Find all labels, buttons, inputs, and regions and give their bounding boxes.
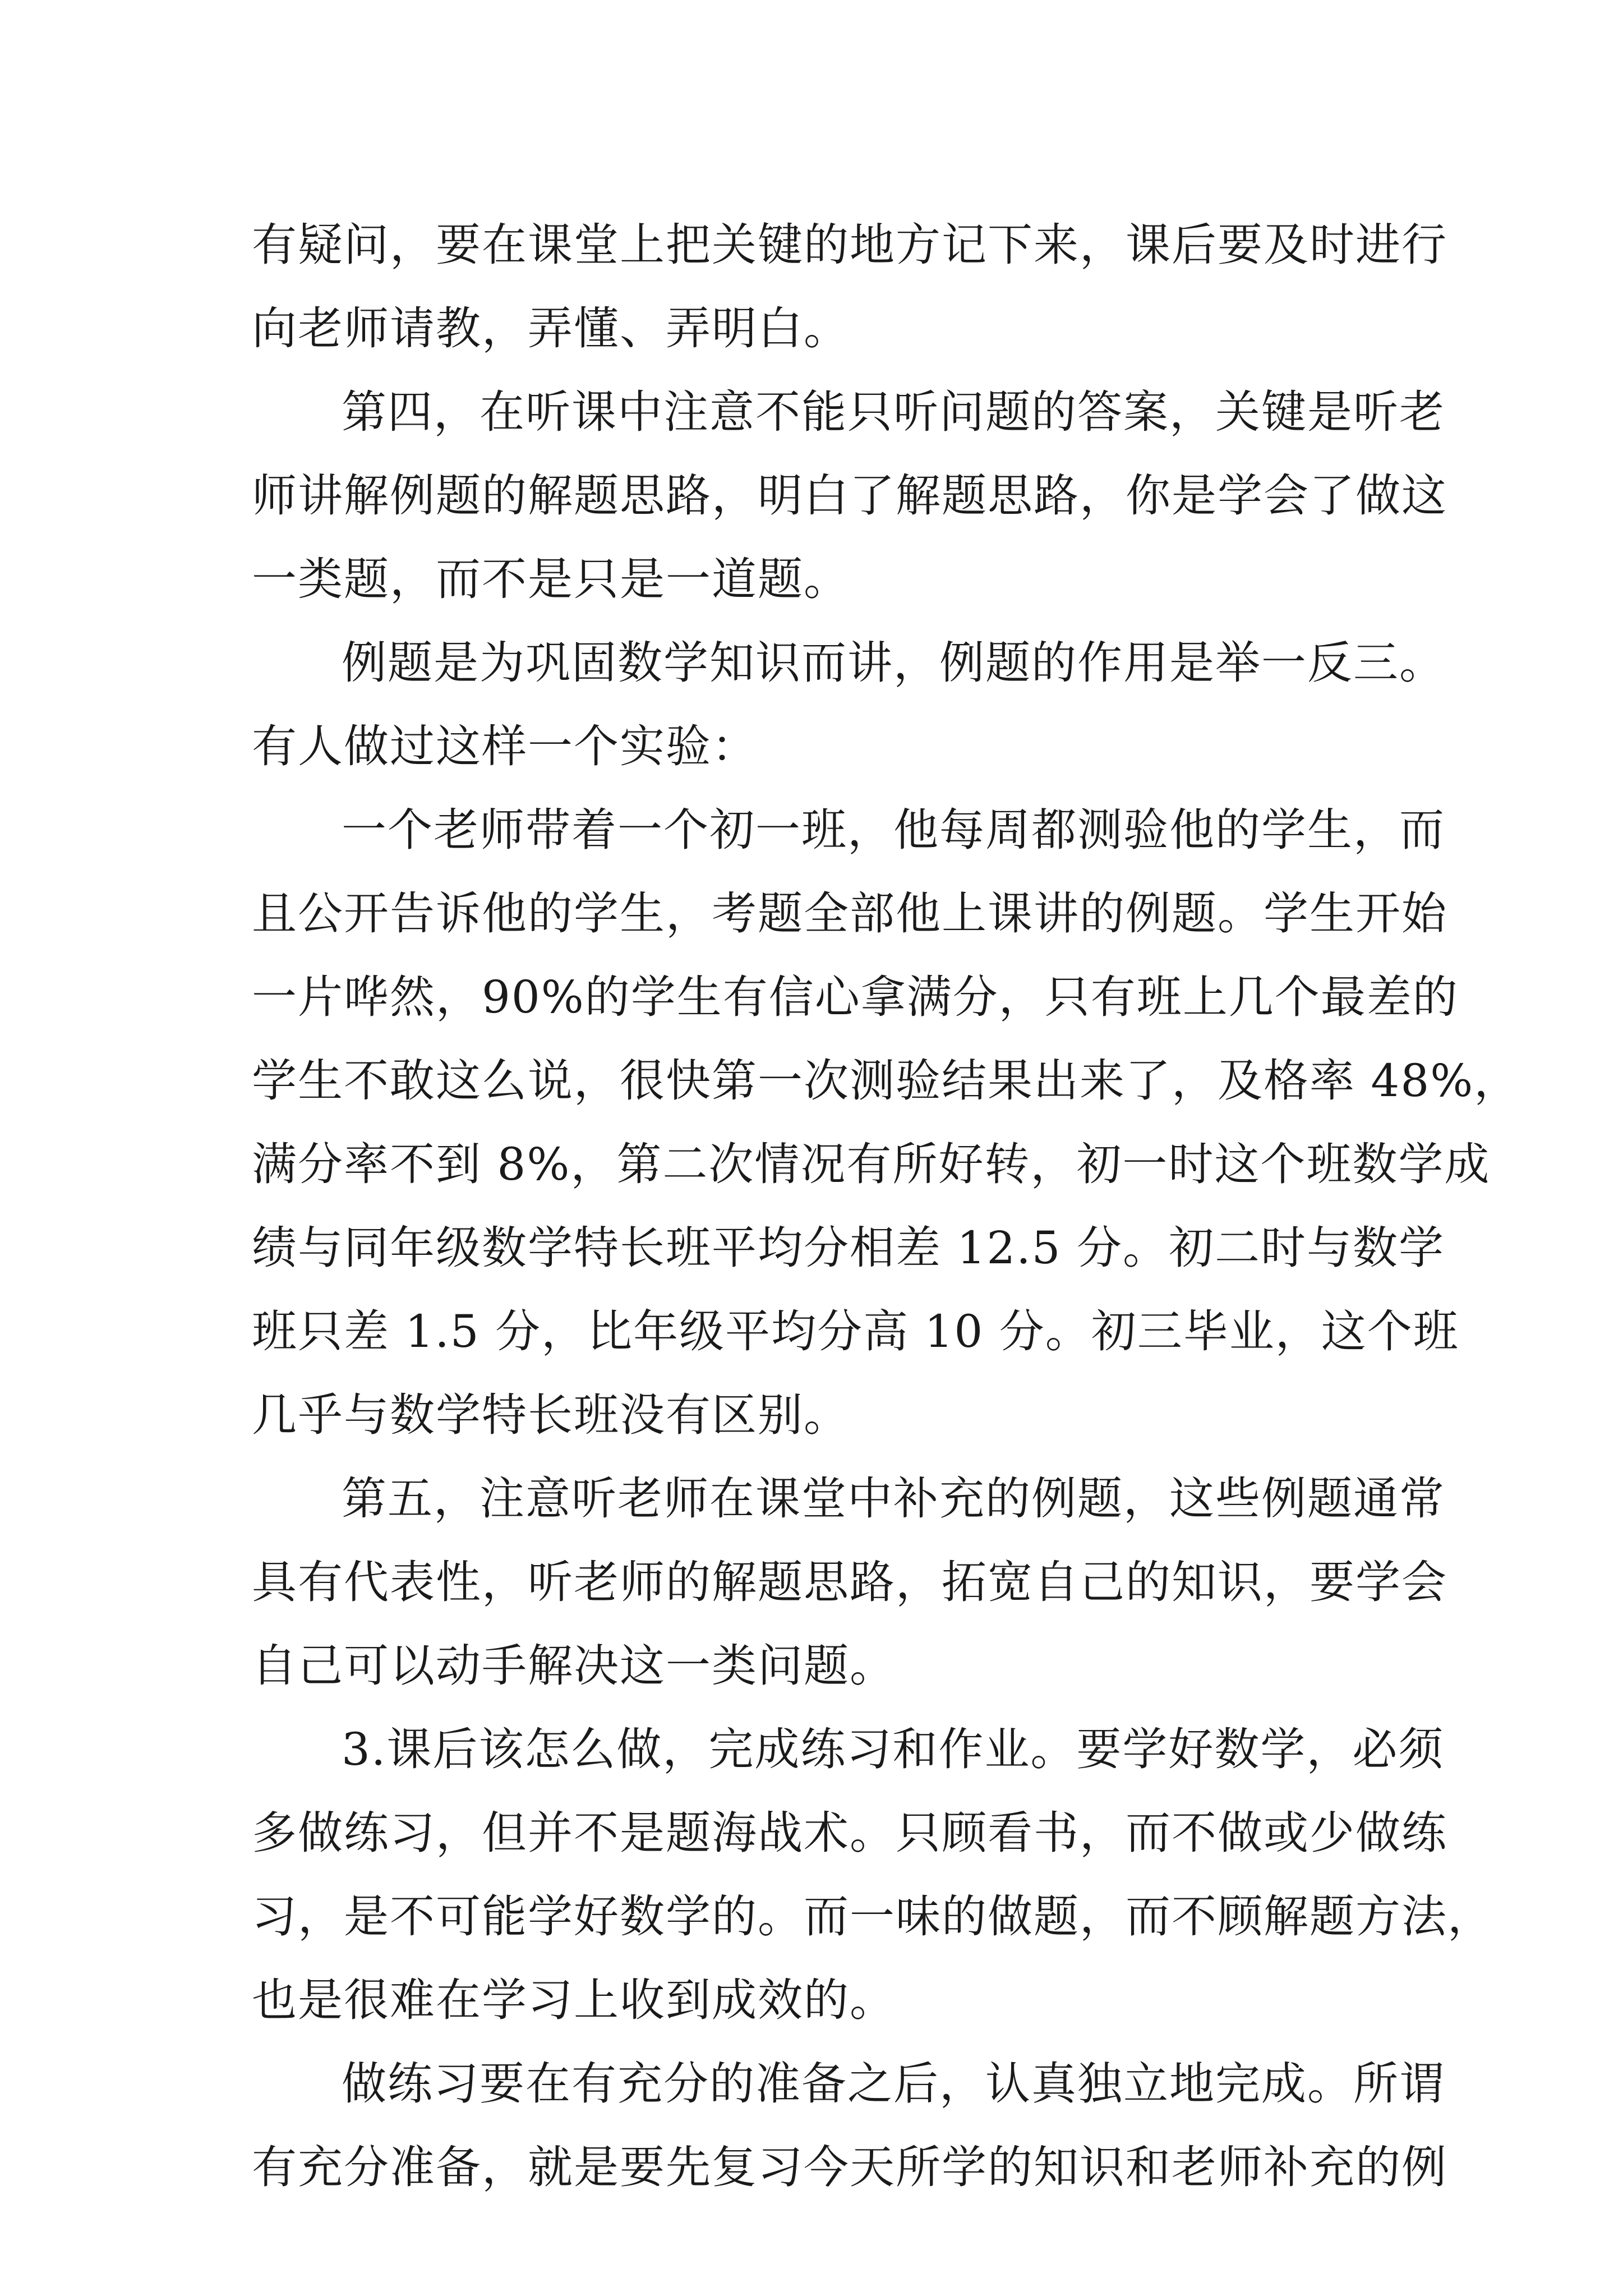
text-line: 第五，注意听老师在课堂中补充的例题，这些例题通常 [342,1473,1445,1525]
text-line: 绩与同年级数学特长班平均分相差 12.5 分。初二时与数学 [252,1222,1445,1274]
text-line: 几乎与数学特长班没有区别。 [252,1389,850,1441]
body-text [252,203,1520,2209]
text-line: 习，是不可能学好数学的。而一味的做题，而不顾解题方法， [252,1890,1493,1943]
text-line: 一个老师带着一个初一班，他每周都测验他的学生，而 [342,804,1445,856]
text-line: 例题是为巩固数学知识而讲，例题的作用是举一反三。 [342,637,1445,689]
text-line: 第四，在听课中注意不能只听问题的答案，关键是听老 [342,386,1445,438]
text-line: 3.课后该怎么做，完成练习和作业。要学好数学，必须 [342,1723,1445,1775]
text-line: 班只差 1.5 分，比年级平均分高 10 分。初三毕业，这个班 [252,1305,1459,1358]
text-line: 一类题，而不是只是一道题。 [252,553,850,605]
text-line: 做练习要在有充分的准备之后，认真独立地完成。所谓 [342,2058,1445,2110]
text-line: 有人做过这样一个实验： [252,720,758,772]
text-line: 有疑问，要在课堂上把关键的地方记下来，课后要及时进行 [252,219,1447,271]
text-line: 多做练习，但并不是题海战术。只顾看书，而不做或少做练 [252,1807,1447,1859]
text-line: 有充分准备，就是要先复习今天所学的知识和老师补充的例 [252,2141,1447,2193]
text-line: 师讲解例题的解题思路，明白了解题思路，你是学会了做这 [252,470,1447,522]
text-line: 具有代表性，听老师的解题思路，拓宽自己的知识，要学会 [252,1556,1447,1608]
text-line: 也是很难在学习上收到成效的。 [252,1974,896,2026]
text-line: 学生不敢这么说，很快第一次测验结果出来了，及格率 48%， [252,1055,1520,1107]
text-line: 自己可以动手解决这一类问题。 [252,1640,896,1692]
text-line: 向老师请教，弄懂、弄明白。 [252,302,850,355]
text-line: 一片哗然，90%的学生有信心拿满分，只有班上几个最差的 [252,971,1459,1023]
text-line: 且公开告诉他的学生，考题全部他上课讲的例题。学生开始 [252,887,1447,940]
text-line: 满分率不到 8%，第二次情况有所好转，初一时这个班数学成 [252,1138,1491,1190]
